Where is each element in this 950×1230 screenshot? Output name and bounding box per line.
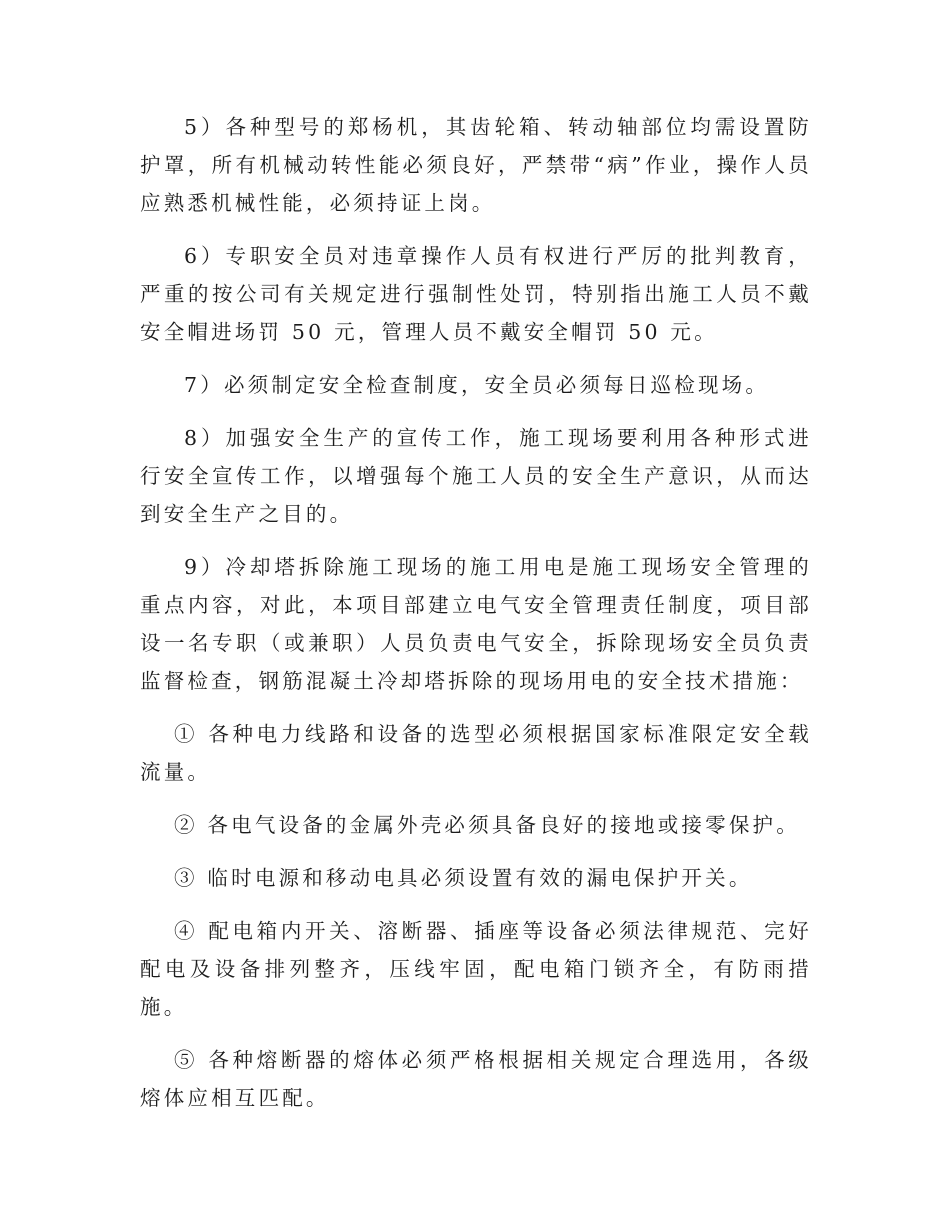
list-item-3-leakage-protection: ③ 临时电源和移动电具必须设置有效的漏电保护开关。: [174, 866, 753, 890]
paragraph-5-gear-protection: 5）各种型号的郑杨机，其齿轮箱、转动轴部位均需设置防护罩，所有机械动转性能必须良好，严禁带“病”作业，操作人员应熟悉机械性能，必须持证上岗。: [140, 115, 812, 215]
paragraph-9-electrical-safety: 9）冷却塔拆除施工现场的施工用电是施工现场安全管理的重点内容，对此，本项目部建立电气安全管理责任制度，项目部设一名专职（或兼职）人员负责电气安全，拆除现场安全员负责监督检查，钢筋混凝土冷却塔拆除的现场用电的安全技术措施：: [140, 555, 812, 693]
paragraph-6-violation-penalty: 6）专职安全员对违章操作人员有权进行严厉的批判教育，严重的按公司有关规定进行强制性处罚，特别指出施工人员不戴安全帽进场罚 50 元，管理人员不戴安全帽罚 50 元。: [140, 244, 812, 344]
paragraph-8-safety-publicity: 8）加强安全生产的宣传工作，施工现场要利用各种形式进行安全宣传工作，以增强每个施工人员的安全生产意识，从而达到安全生产之目的。: [140, 426, 812, 526]
list-item-1-line-selection: ① 各种电力线路和设备的选型必须根据国家标准限定安全载流量。: [140, 722, 812, 784]
list-item-4-distribution-box: ④ 配电箱内开关、溶断器、插座等设备必须法律规范、完好配电及设备排列整齐，压线牢固，配电箱门锁齐全，有防雨措施。: [140, 919, 812, 1019]
list-item-2-grounding: ② 各电气设备的金属外壳必须具备良好的接地或接零保护。: [174, 813, 800, 837]
paragraph-7-inspection-system: 7）必须制定安全检查制度，安全员必须每日巡检现场。: [184, 373, 770, 397]
document-body: [140, 108, 812, 1132]
list-item-5-fuses: ⑤ 各种熔断器的熔体必须严格根据相关规定合理选用，各级熔体应相互匹配。: [140, 1048, 812, 1110]
